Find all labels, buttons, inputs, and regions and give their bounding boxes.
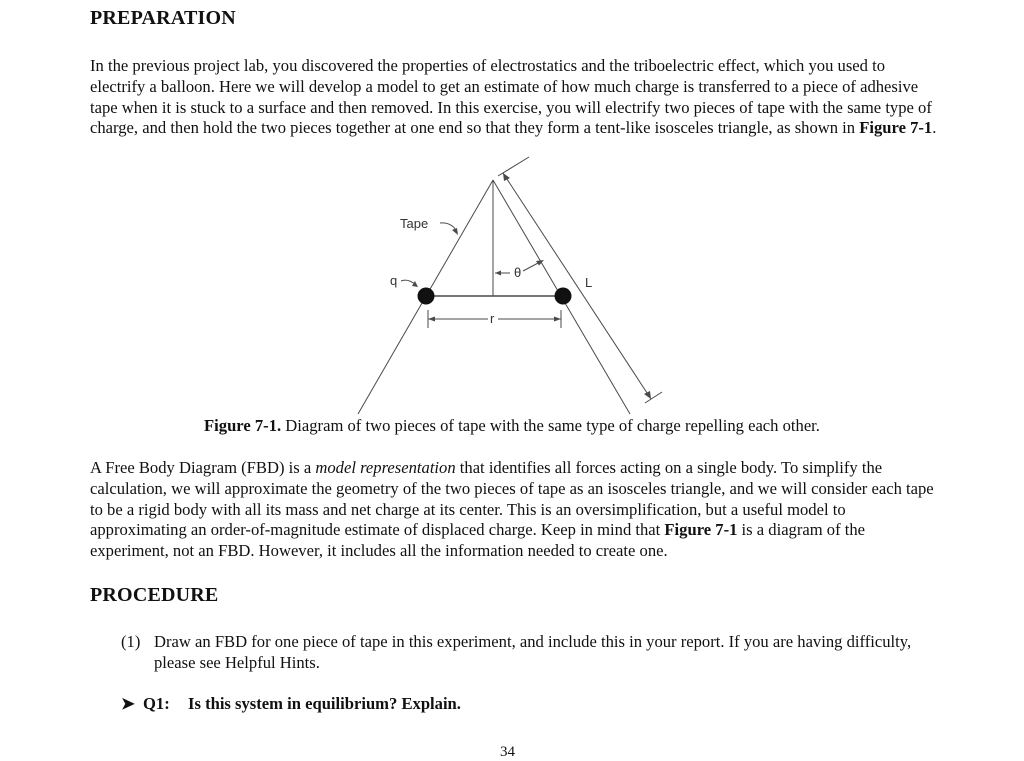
r-arrowhead-right <box>554 317 561 322</box>
fbd-paragraph <box>90 458 938 562</box>
page-number: 34 <box>500 744 515 760</box>
sentence-end: . <box>932 118 937 138</box>
charge-arrowhead <box>412 281 418 287</box>
angle-leader-right <box>523 262 540 271</box>
separation-label: r <box>490 311 495 326</box>
procedure-step <box>121 632 921 673</box>
fbd-text-part1: A Free Body Diagram (FBD) is a <box>90 458 316 477</box>
step-number: (1) <box>121 632 141 651</box>
length-label: L <box>585 275 593 290</box>
preparation-intro-text: In the previous project lab, you discovered the properties of electrostatics and the triboelectric effect, which you used to electrify a balloon. Here we will develop a model to get an estimate of how much charge is transferred to a piece of adhesive tape when it is stuck to a surface and then removed. In this exercise, you will electrify two pieces of tape with the same type of charge, and then hold the two pieces together at one end so that they form a tent-like isosceles triangle, as shown in <box>90 56 932 138</box>
preparation-paragraph <box>90 56 938 139</box>
step-text: Draw an FBD for one piece of tape in this experiment, and include this in your report. If you are having difficulty, please see Helpful Hints. <box>154 632 912 672</box>
preparation-heading: PREPARATION <box>90 7 236 29</box>
fbd-text-part2: that identifies all forces acting on a single body. To simplify the calculation, we will approximate the geometry of the two pieces of tape as an isosceles triangle, and we will consider each tape to be a rigid body with all its mass and net charge at its center. This is an oversimplification, but a useful model to approximating an order-of-magnitude estimate of displaced charge. Keep in mind that <box>90 458 934 540</box>
fbd-text-part3: is a diagram of the experiment, not an FBD. However, it includes all the information needed to create one. <box>90 520 866 561</box>
length-arrowhead-top <box>503 173 510 181</box>
angle-label: θ <box>514 265 522 280</box>
figure-caption-label: Figure 7-1. <box>204 416 282 435</box>
charge-label: q <box>390 273 398 288</box>
question-q1 <box>121 694 461 714</box>
left-charge-dot <box>418 288 435 305</box>
fbd-italic-term: model representation <box>315 458 456 477</box>
figure-reference: Figure 7-1 <box>859 118 933 138</box>
tape-arrowhead <box>452 228 458 235</box>
question-text: Is this system in equilibrium? Explain. <box>188 694 461 713</box>
length-tick-top <box>498 157 529 176</box>
r-arrowhead-left <box>428 317 435 322</box>
tape-label: Tape <box>400 216 429 231</box>
arrow-marker-icon: ➤ <box>121 694 135 713</box>
tape-diagram <box>340 150 680 418</box>
angle-arrowhead-left <box>495 271 501 276</box>
procedure-heading: PROCEDURE <box>90 584 219 606</box>
figure-caption <box>0 416 1024 436</box>
fbd-figure-reference: Figure 7-1 <box>664 520 738 540</box>
question-label: Q1: <box>143 694 170 713</box>
length-arrowhead-bottom <box>644 391 651 399</box>
length-dimension-line <box>503 173 651 399</box>
right-charge-dot <box>555 288 572 305</box>
figure-caption-text: Diagram of two pieces of tape with the same type of charge repelling each other. <box>281 416 820 435</box>
